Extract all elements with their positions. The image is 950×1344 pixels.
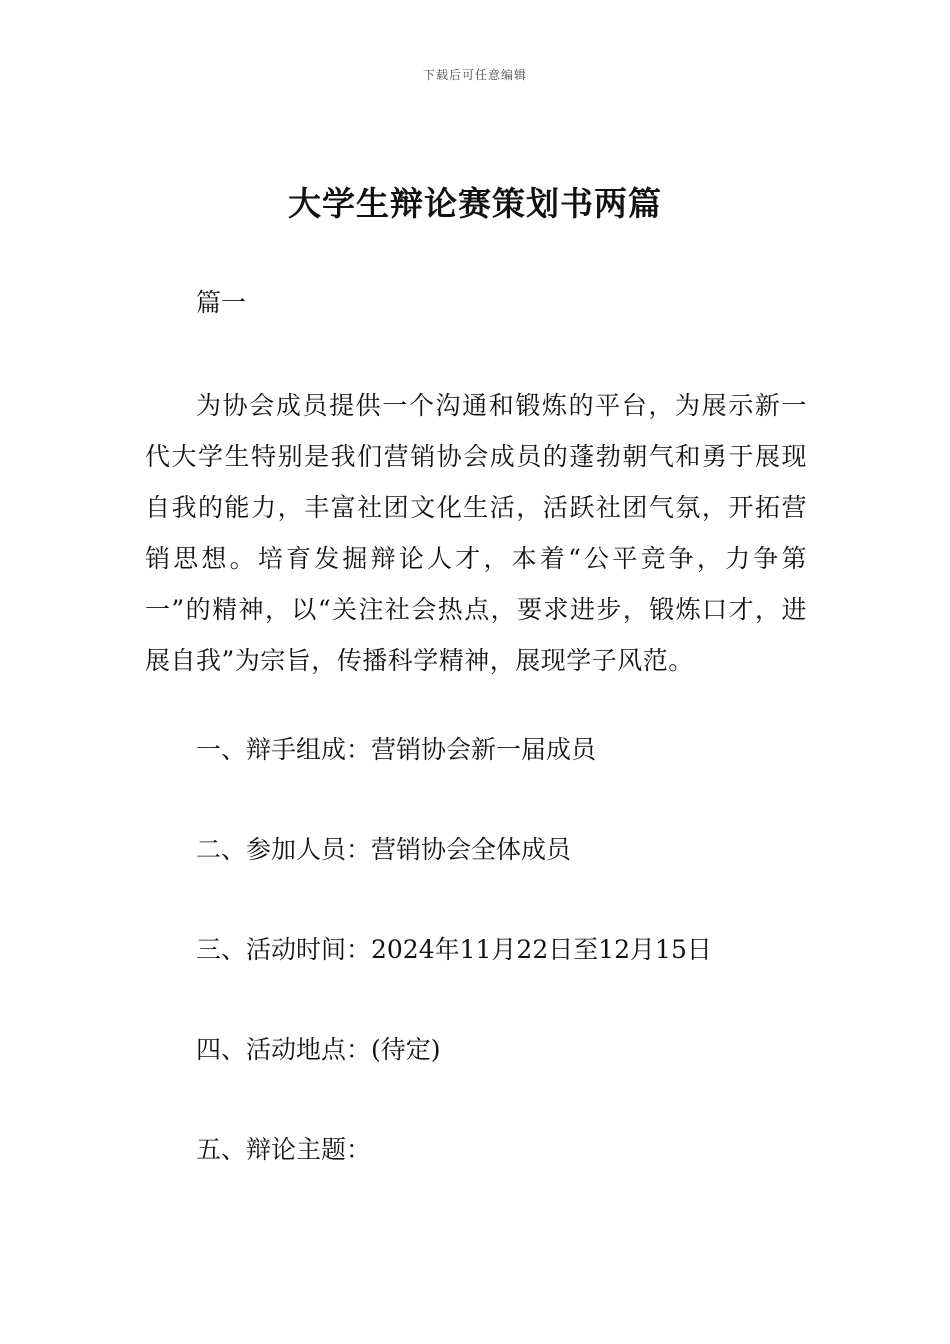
list-item-location: 四、活动地点：(待定) bbox=[196, 1035, 441, 1064]
intro-paragraph: 为协会成员提供一个沟通和锻炼的平台，为展示新一代大学生特别是我们营销协会成员的蓬勃朝气和勇于展现自我的能力，丰富社团文化生活，活跃社团气氛，开拓营销思想。培育发掘辩论人才，本着“公平竞争，力争第一”的精神，以“关注社会热点，要求进步，锻炼口才，进展自我”为宗旨，传播科学精神，展现学子风范。 bbox=[145, 391, 807, 675]
header-note: 下载后可任意编辑 bbox=[422, 68, 527, 82]
list-item-participants: 二、参加人员：营销协会全体成员 bbox=[196, 835, 572, 864]
list-item-time: 三、活动时间：2024年11月22日至12月15日 bbox=[196, 935, 712, 964]
list-item-topic: 五、辩论主题： bbox=[196, 1135, 372, 1164]
list-item-debaters: 一、辩手组成：营销协会新一届成员 bbox=[196, 735, 597, 764]
document-title: 大学生辩论赛策划书两篇 bbox=[288, 184, 662, 223]
section-label: 篇一 bbox=[196, 288, 247, 317]
